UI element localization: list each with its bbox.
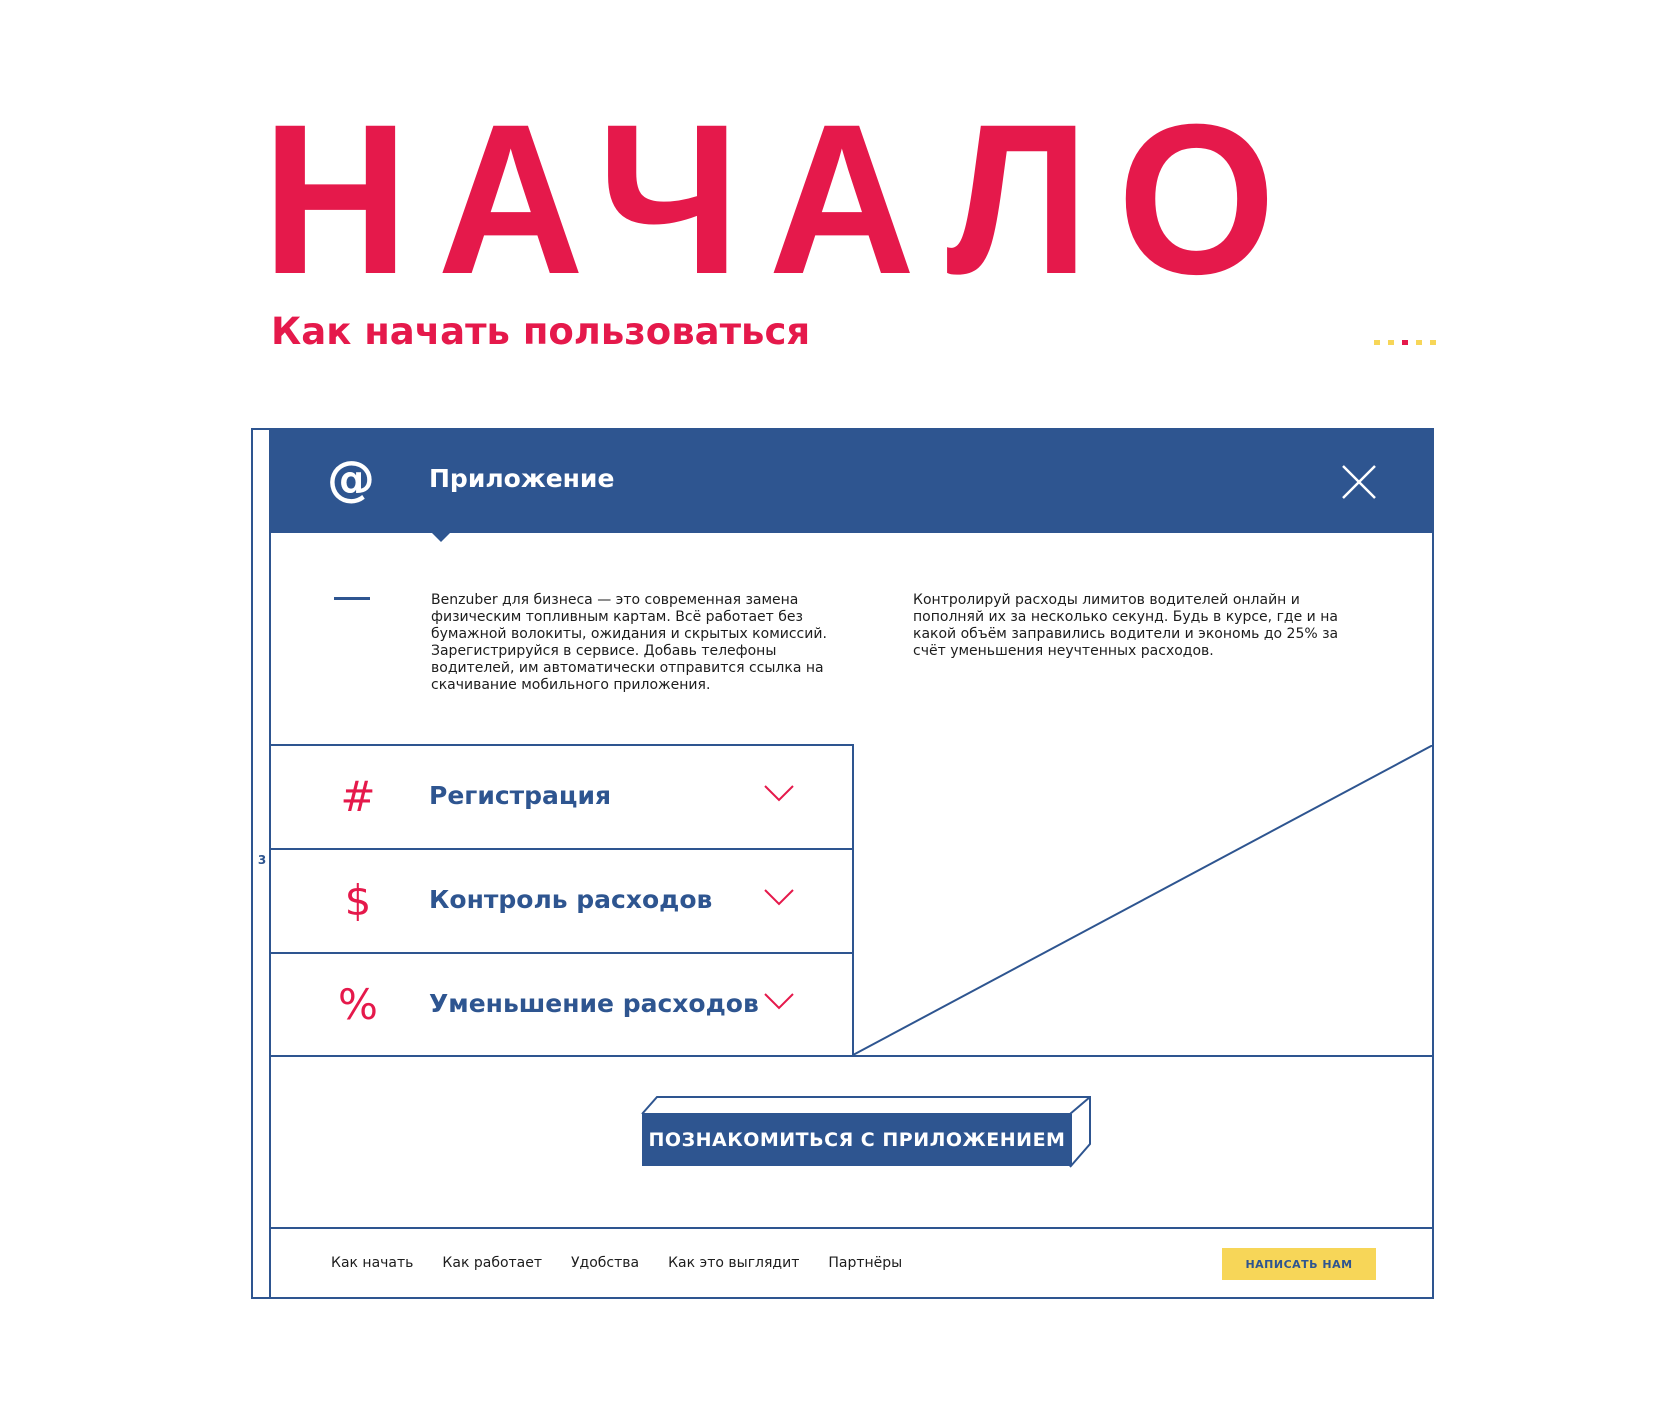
percent-icon: %	[338, 980, 378, 1029]
rail-page-number: 3	[257, 853, 267, 867]
dot	[1402, 340, 1408, 345]
page-subtitle: Как начать пользоваться	[271, 310, 811, 353]
footer-link-partners[interactable]: Партнёры	[828, 1255, 903, 1271]
section-description-left: Benzuber для бизнеса — это современная замена физическим топливным картам. Всё работает без бумажной волокиты, ожидания и скрытых комиссий. Зарегистрируйся в сервисе. Добавь телефоны водителей, им автоматически отправится ссылка на скачивание мобильного приложения.	[431, 592, 827, 693]
dot	[1374, 340, 1380, 345]
header-pointer	[431, 532, 451, 542]
accordion-item-expense-reduction[interactable]	[271, 952, 853, 1056]
dot	[1430, 340, 1436, 345]
accordion-item-label: Уменьшение расходов	[429, 989, 759, 1018]
dollar-icon: $	[344, 876, 372, 925]
page-title: НАЧАЛО	[262, 80, 1305, 319]
close-icon[interactable]	[1339, 462, 1379, 502]
footer-link-how-it-looks[interactable]: Как это выглядит	[668, 1255, 800, 1271]
dot	[1416, 340, 1422, 345]
accordion-item-expense-control[interactable]	[271, 848, 853, 952]
accordion-item-label: Регистрация	[429, 781, 612, 810]
image-placeholder	[853, 745, 1434, 1056]
chevron-down-icon[interactable]	[763, 784, 795, 802]
section-description-right: Контролируй расходы лимитов водителей онлайн и пополняй их за несколько секунд. Будь в курсе, где и на какой объём заправились водители и экономь до 25% за счёт уменьшения неучтенных расходов.	[913, 592, 1339, 659]
footer-link-how-it-works[interactable]: Как работает	[442, 1255, 543, 1271]
divider	[271, 1055, 1434, 1057]
accordion-item-registration[interactable]	[271, 744, 853, 848]
decorative-dots	[1374, 340, 1436, 345]
get-app-button[interactable]: ПОЗНАКОМИТЬСЯ С ПРИЛОЖЕНИЕМ	[642, 1114, 1072, 1166]
hash-icon: #	[340, 772, 376, 821]
divider	[271, 1227, 1434, 1229]
chevron-down-icon[interactable]	[763, 992, 795, 1010]
dot	[1388, 340, 1394, 345]
chevron-down-icon[interactable]	[763, 888, 795, 906]
footer-link-features[interactable]: Удобства	[571, 1255, 640, 1271]
contact-us-button[interactable]: НАПИСАТЬ НАМ	[1222, 1248, 1376, 1280]
collapse-minus-icon[interactable]	[334, 597, 370, 600]
accordion-item-label: Контроль расходов	[429, 885, 713, 914]
at-sign-icon: @	[327, 451, 375, 507]
footer-link-how-to-start[interactable]: Как начать	[331, 1255, 414, 1271]
section-title: Приложение	[429, 464, 615, 493]
footer-nav	[331, 1254, 931, 1272]
